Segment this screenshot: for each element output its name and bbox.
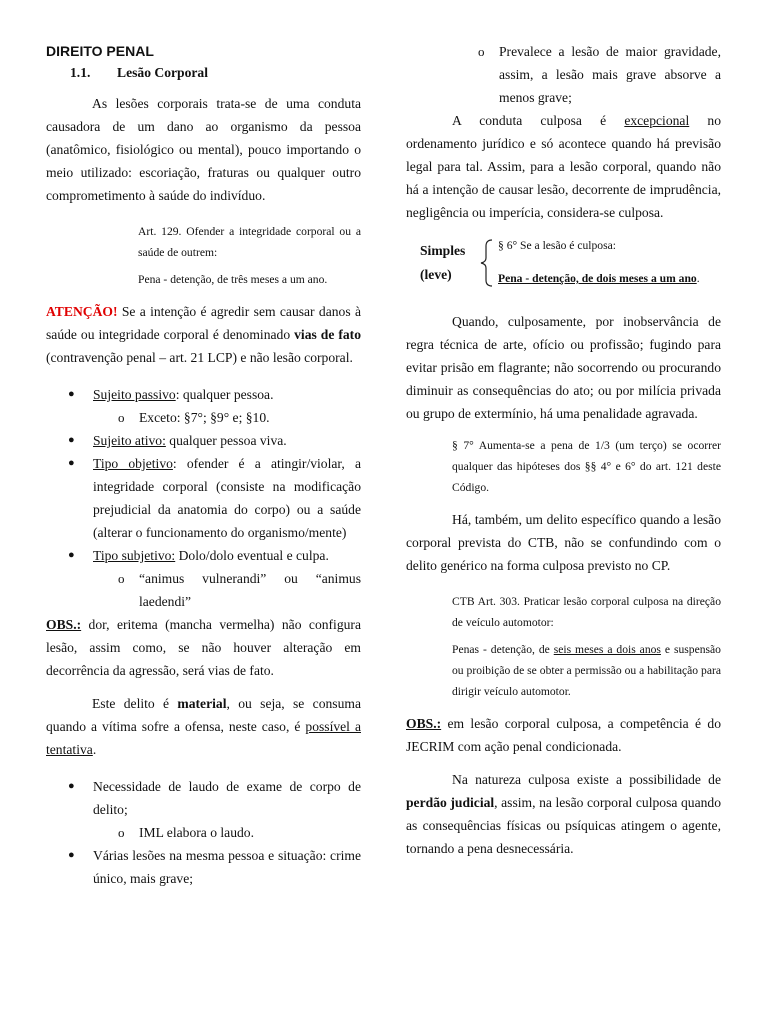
item-text: Necessidade de laudo de exame de corpo de delito; <box>93 779 361 817</box>
sub-item-text: IML elabora o laudo. <box>139 825 255 840</box>
curly-brace-icon <box>480 238 494 288</box>
obs-paragraph <box>46 613 361 682</box>
simples-label <box>420 239 465 287</box>
perdao-text-2: , assim, na lesão corporal culposa quando as consequências físicas ou psíquicas atingem o agente, tornando a pena desnecessária. <box>406 795 721 856</box>
ctb-paragraph: Há, também, um delito específico quando a lesão corporal prevista do CTB, não se confundindo com o delito genérico na forma culposa previsto no CP. <box>406 512 721 573</box>
sub-list-wrapper <box>46 406 361 429</box>
par7-quote <box>452 435 721 498</box>
material-text-3: . <box>92 742 97 757</box>
list-item <box>46 452 361 544</box>
document-title: DIREITO PENAL <box>46 43 154 59</box>
perdao-judicial: perdão judicial <box>406 795 495 810</box>
vias-de-fato: vias de fato <box>294 327 361 342</box>
ctb303-text: CTB Art. 303. Praticar lesão corporal culposa na direção de veículo automotor: <box>452 595 721 629</box>
section-heading <box>70 62 361 84</box>
item-label: Tipo objetivo <box>93 456 173 471</box>
circle-bullet-icon: o <box>118 410 125 425</box>
list-item <box>46 775 361 821</box>
list-item <box>46 383 361 406</box>
sub-item-text: “animus vulnerandi” ou “animus laedendi” <box>139 571 361 609</box>
list-item <box>46 844 361 890</box>
atencao-label: ATENÇÃO! <box>46 304 118 319</box>
item-label: Tipo subjetivo: <box>93 548 176 563</box>
sub-list-wrapper <box>46 821 361 844</box>
bullet-icon: ● <box>68 549 75 561</box>
sub-list-item <box>453 40 721 109</box>
sub-item-text: Prevalece a lesão de maior gravidade, assim, a lesão mais grave absorve a menos grave; <box>499 44 721 105</box>
art129-text: Art. 129. Ofender a integridade corporal ou a saúde de outrem: <box>138 225 361 259</box>
bullet-icon: ● <box>68 434 75 446</box>
ctb-pena-underline: seis meses a dois anos <box>553 643 661 656</box>
item-text: qualquer pessoa viva. <box>165 433 287 448</box>
atencao-text: Se a intenção é agredir sem causar danos à saúde ou integridade corporal é denominado <box>46 304 361 342</box>
obs-text: em lesão corporal culposa, a competência é do JECRIM com ação penal condicionada. <box>406 716 721 754</box>
item-text: Dolo/dolo eventual e culpa. <box>175 548 329 563</box>
sub-list-wrapper <box>46 567 361 613</box>
ctb-quote <box>452 591 721 702</box>
section-number: 1.1. <box>70 65 91 80</box>
sub-list-item <box>93 821 361 844</box>
atencao-text-end: (contravenção penal – art. 21 LCP) e não lesão corporal. <box>46 350 353 365</box>
item-label: Sujeito ativo: <box>93 433 166 448</box>
right-column <box>406 40 721 860</box>
bullet-icon: ● <box>68 849 75 861</box>
ctb-pena-text: Penas - detenção, de <box>452 643 554 656</box>
pena6-bold: Pena - detenção, de dois meses a um ano <box>498 272 697 285</box>
quando-paragraph: Quando, culposamente, por inobservância de regra técnica de arte, ofício ou profissão; fugindo para evitar prisão em flagrante; não socorrendo ou procurando diminuir as consequências do ato; ou por milícia privada ou grupo de extermínio, há uma penalidade agravada. <box>406 314 721 421</box>
sub-item-text: Exceto: §7°; §9° e; §10. <box>139 410 270 425</box>
culposa-text-2: no ordenamento jurídico e só acontece quando há previsão legal para tal. Assim, para a lesão corporal, quando não há a intenção de causar lesão, decorrente de imprudência, negligência ou imperícia, considera-se culposa. <box>406 113 721 220</box>
item-text: Várias lesões na mesma pessoa e situação: crime único, mais grave; <box>93 848 361 886</box>
culposa-text: A conduta culposa é <box>452 113 625 128</box>
sub-list-item <box>93 406 361 429</box>
perdao-paragraph <box>406 768 721 860</box>
perdao-text: Na natureza culposa existe a possibilidade de <box>452 772 721 787</box>
simples-label-1: Simples <box>420 243 466 258</box>
prevalece-list <box>453 40 721 109</box>
left-column <box>46 40 361 890</box>
obs2-paragraph <box>406 712 721 758</box>
list-item <box>46 429 361 452</box>
bullet-icon: ● <box>68 780 75 792</box>
item-text: : ofender é a atingir/violar, a integridade corporal (consiste na modificação prejudicial da anatomia do corpo) ou a saúde (alterar o funcionamento do organismo/mente) <box>93 456 361 540</box>
intro-paragraph: As lesões corporais trata-se de uma conduta causadora de um dano ao organismo da pessoa (anatômico, fisiológico ou mental), pouco importando o meio utilizado: escoriação, fraturas ou qualquer outro comprometimento à saúde do indivíduo. <box>46 96 361 203</box>
section-title: Lesão Corporal <box>117 65 208 80</box>
bullet-icon: ● <box>68 388 75 400</box>
obs-label: OBS.: <box>406 716 442 731</box>
possivel-tentativa: possível a tentativa <box>46 719 361 757</box>
obs-label: OBS.: <box>46 617 82 632</box>
par7-text: § 7° Aumenta-se a pena de 1/3 (um terço) se ocorrer qualquer das hipóteses dos §§ 4° e 6° do art. 121 deste Código. <box>452 439 721 494</box>
circle-bullet-icon: o <box>118 825 125 840</box>
material-paragraph <box>46 692 361 761</box>
circle-bullet-icon: o <box>478 44 485 59</box>
excepcional: excepcional <box>624 113 690 128</box>
art129-pena: Pena - detenção, de três meses a um ano. <box>138 273 328 286</box>
sub-list-item <box>93 567 361 613</box>
material-text-2: , ou seja, se consuma quando a vítima sofre a ofensa, neste caso, é <box>46 696 361 734</box>
pena6-text <box>498 268 721 289</box>
simples-block <box>406 238 721 306</box>
ctb-pena-text-2: e suspensão ou proibição de se obter a permissão ou a habilitação para dirigir veículo automotor. <box>452 643 721 698</box>
simples-label-2: (leve) <box>420 267 452 282</box>
characteristics-list <box>46 383 361 613</box>
material-text: Este delito é <box>92 696 178 711</box>
ctb-pena <box>452 639 721 702</box>
bullet-icon: ● <box>68 457 75 469</box>
atencao-paragraph <box>46 300 361 369</box>
item-label: Sujeito passivo <box>93 387 176 402</box>
circle-bullet-icon: o <box>118 571 125 586</box>
art129-quote <box>138 221 361 290</box>
par6-text: § 6° Se a lesão é culposa: <box>498 239 616 252</box>
obs-text: dor, eritema (mancha vermelha) não configura lesão, assim como, se não houver alteração em decorrência da agressão, será vias de fato. <box>46 617 361 678</box>
notes-list <box>46 775 361 890</box>
item-text: : qualquer pessoa. <box>175 387 274 402</box>
pena6-end: . <box>696 272 700 285</box>
culposa-paragraph <box>406 109 721 224</box>
material-bold: material <box>177 696 227 711</box>
list-item <box>46 544 361 567</box>
